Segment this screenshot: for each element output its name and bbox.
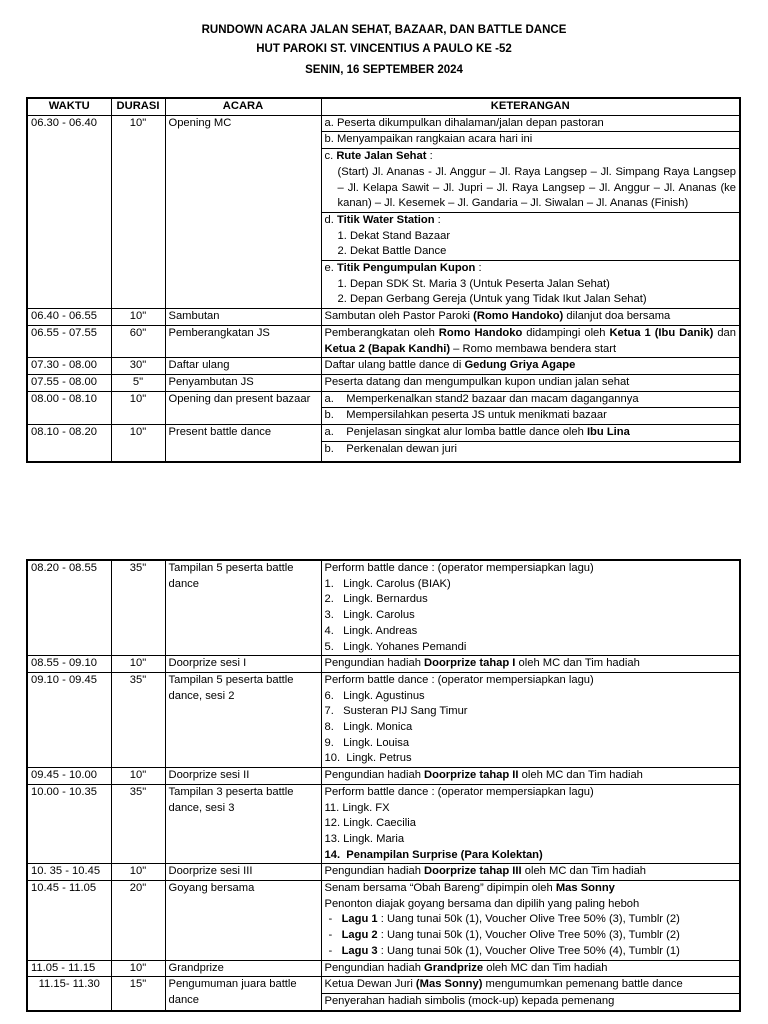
cell-waktu: 10. 35 - 10.45 <box>27 864 111 881</box>
list-item: 4. Lingk. Andreas <box>324 624 418 637</box>
list-item-surprise: 14. Penampilan Surprise (Para Kolektan) <box>324 848 543 861</box>
cell-acara: Tampilan 5 peserta battle dance, sesi 2 <box>165 672 321 767</box>
penonton-line: Penonton diajak goyang bersama dan dipilih yang paling heboh <box>324 897 640 910</box>
cell-keterangan: a. Penjelasan singkat alur lomba battle dance oleh Ibu Lina <box>321 425 740 442</box>
cell-acara: Tampilan 5 peserta battle dance <box>165 560 321 656</box>
table-row <box>27 374 740 391</box>
cell-waktu: 07.30 - 08.00 <box>27 358 111 375</box>
cell-keterangan: Pengundian hadiah Grandprize oleh MC dan Tim hadiah <box>321 960 740 977</box>
perform-heading: Perform battle dance : (operator mempersiapkan lagu) <box>324 673 594 686</box>
table-row <box>27 977 740 994</box>
cell-acara: Doorprize sesi III <box>165 864 321 881</box>
cell-keterangan: b. Mempersilahkan peserta JS untuk menikmati bazaar <box>321 408 740 425</box>
cell-keterangan: Pemberangkatan oleh Romo Handoko didampingi oleh Ketua 1 (Ibu Danik) dan Ketua 2 (Bapak Kandhi) – Romo membawa bendera start <box>321 325 740 357</box>
cell-waktu: 11.15- 11.30 <box>27 977 111 1011</box>
cell-acara: Doorprize sesi I <box>165 656 321 673</box>
cell-waktu: 06.40 - 06.55 <box>27 309 111 326</box>
cell-acara: Goyang bersama <box>165 881 321 961</box>
cell-keterangan <box>321 149 740 213</box>
cell-durasi: 60" <box>111 325 165 357</box>
cell-durasi: 10" <box>111 864 165 881</box>
table-row <box>27 358 740 375</box>
cell-acara: Penyambutan JS <box>165 374 321 391</box>
cell-keterangan: Penyerahan hadiah simbolis (mock-up) kepada pemenang <box>321 993 740 1010</box>
list-item: 1. Depan SDK St. Maria 3 (Untuk Peserta Jalan Sehat) <box>337 277 610 290</box>
table-row <box>27 864 740 881</box>
list-item: 3. Lingk. Carolus <box>324 609 415 622</box>
cell-keterangan: a. Memperkenalkan stand2 bazaar dan macam dagangannya <box>321 391 740 408</box>
senam-line: Senam bersama “Obah Bareng” dipimpin oleh Mas Sonny <box>324 882 615 895</box>
water-station-heading: d. Titik Water Station : <box>324 213 441 226</box>
cell-acara: Tampilan 3 peserta battle dance, sesi 3 <box>165 784 321 864</box>
cell-waktu: 06.30 - 06.40 <box>27 115 111 308</box>
cell-acara: Grandprize <box>165 960 321 977</box>
cell-waktu: 09.45 - 10.00 <box>27 768 111 785</box>
list-item: 2. Depan Gerbang Gereja (Untuk yang Tidak Ikut Jalan Sehat) <box>337 293 647 306</box>
list-item: 2. Dekat Battle Dance <box>337 245 447 258</box>
title-line-1: RUNDOWN ACARA JALAN SEHAT, BAZAAR, DAN BATTLE DANCE <box>201 24 567 36</box>
cell-durasi: 30" <box>111 358 165 375</box>
table-row <box>27 784 740 864</box>
list-item: 8. Lingk. Monica <box>324 721 413 734</box>
list-item: 5. Lingk. Yohanes Pemandi <box>324 640 467 653</box>
route-description: (Start) Jl. Ananas - Jl. Anggur – Jl. Raya Langsep – Jl. Simpang Raya Langsep – Jl. Kelapa Sawit – Jl. Jupri – Jl. Raya Langsep – Jl. Anggur – Jl. Ananas (ke kanan) – Jl. Kesemek – Jl. Gandaria – Jl. Siwalan – Jl. Ananas (Finish) <box>337 165 736 210</box>
list-item: - Lagu 2 : Uang tunai 50k (1), Voucher Olive Tree 50% (3), Tumblr (2) <box>328 929 680 942</box>
cell-acara: Doorprize sesi II <box>165 768 321 785</box>
list-item: 7. Susteran PIJ Sang Timur <box>324 705 468 718</box>
list-item: - Lagu 1 : Uang tunai 50k (1), Voucher Olive Tree 50% (3), Tumblr (2) <box>328 913 680 926</box>
cell-keterangan: b. Perkenalan dewan juri <box>321 441 740 462</box>
cell-keterangan <box>321 560 740 656</box>
table-row <box>27 672 740 767</box>
list-item: 13. Lingk. Maria <box>324 832 405 845</box>
cell-keterangan: Pengundian hadiah Doorprize tahap III oleh MC dan Tim hadiah <box>321 864 740 881</box>
cell-acara: Opening MC <box>165 115 321 308</box>
cell-waktu: 06.55 - 07.55 <box>27 325 111 357</box>
table-row <box>27 391 740 408</box>
col-durasi: DURASI <box>111 98 165 115</box>
table-row <box>27 325 740 357</box>
cell-acara: Opening dan present bazaar <box>165 391 321 424</box>
table-row <box>27 960 740 977</box>
col-acara: ACARA <box>165 98 321 115</box>
list-item: - Lagu 3 : Uang tunai 50k (1), Voucher Olive Tree 50% (4), Tumblr (1) <box>328 944 680 957</box>
title-line-2: HUT PAROKI ST. VINCENTIUS A PAULO KE -52 <box>256 43 512 55</box>
cell-waktu: 08.20 - 08.55 <box>27 560 111 656</box>
cell-durasi: 10" <box>111 425 165 462</box>
cell-durasi: 20" <box>111 881 165 961</box>
table-row <box>27 881 740 961</box>
cell-keterangan: b. Menyampaikan rangkaian acara hari ini <box>321 132 740 149</box>
table-row <box>27 309 740 326</box>
cell-keterangan: Peserta datang dan mengumpulkan kupon undian jalan sehat <box>321 374 740 391</box>
cell-keterangan: Pengundian hadiah Doorprize tahap II oleh MC dan Tim hadiah <box>321 768 740 785</box>
list-item: 9. Lingk. Louisa <box>324 736 410 749</box>
cell-waktu: 07.55 - 08.00 <box>27 374 111 391</box>
cell-waktu: 10.45 - 11.05 <box>27 881 111 961</box>
rundown-table-1 <box>26 97 741 463</box>
cell-durasi: 35" <box>111 672 165 767</box>
cell-durasi: 10" <box>111 768 165 785</box>
rundown-table-2 <box>26 559 741 1012</box>
col-keterangan: KETERANGAN <box>321 98 740 115</box>
list-item: 1. Dekat Stand Bazaar <box>337 229 451 242</box>
cell-waktu: 09.10 - 09.45 <box>27 672 111 767</box>
col-waktu: WAKTU <box>27 98 111 115</box>
cell-acara: Pengumuman juara battle dance <box>165 977 321 1011</box>
cell-durasi: 10" <box>111 391 165 424</box>
cell-keterangan <box>321 881 740 961</box>
table-row <box>27 656 740 673</box>
cell-durasi: 15" <box>111 977 165 1011</box>
cell-durasi: 35" <box>111 784 165 864</box>
cell-acara: Pemberangkatan JS <box>165 325 321 357</box>
cell-waktu: 08.00 - 08.10 <box>27 391 111 424</box>
cell-keterangan: Pengundian hadiah Doorprize tahap I oleh MC dan Tim hadiah <box>321 656 740 673</box>
cell-durasi: 5" <box>111 374 165 391</box>
table-row <box>27 425 740 442</box>
cell-keterangan: a. Peserta dikumpulkan dihalaman/jalan depan pastoran <box>321 115 740 132</box>
table-header-row <box>27 98 740 115</box>
cell-keterangan: Sambutan oleh Pastor Paroki (Romo Handoko) dilanjut doa bersama <box>321 309 740 326</box>
list-item: 12. Lingk. Caecilia <box>324 817 416 830</box>
cell-keterangan <box>321 784 740 864</box>
cell-keterangan <box>321 261 740 309</box>
cell-waktu: 10.00 - 10.35 <box>27 784 111 864</box>
title-line-3: SENIN, 16 SEPTEMBER 2024 <box>305 64 463 76</box>
cell-waktu: 08.55 - 09.10 <box>27 656 111 673</box>
list-item: 2. Lingk. Bernardus <box>324 593 428 606</box>
list-item: 10. Lingk. Petrus <box>324 752 412 765</box>
table-row <box>27 560 740 656</box>
cell-waktu: 11.05 - 11.15 <box>27 960 111 977</box>
cell-waktu: 08.10 - 08.20 <box>27 425 111 462</box>
cell-acara: Sambutan <box>165 309 321 326</box>
cell-acara: Daftar ulang <box>165 358 321 375</box>
cell-acara: Present battle dance <box>165 425 321 462</box>
list-item: 11. Lingk. FX <box>324 801 390 814</box>
cell-keterangan <box>321 212 740 260</box>
table-row <box>27 115 740 132</box>
list-item: 6. Lingk. Agustinus <box>324 689 425 702</box>
list-item: 1. Lingk. Carolus (BIAK) <box>324 577 451 590</box>
coupon-heading: e. Titik Pengumpulan Kupon : <box>324 262 482 275</box>
cell-durasi: 10" <box>111 115 165 308</box>
cell-durasi: 10" <box>111 309 165 326</box>
perform-heading: Perform battle dance : (operator mempersiapkan lagu) <box>324 785 594 798</box>
route-heading: c. Rute Jalan Sehat : <box>324 150 433 163</box>
cell-keterangan <box>321 672 740 767</box>
table-row <box>27 768 740 785</box>
cell-keterangan: Ketua Dewan Juri (Mas Sonny) mengumumkan pemenang battle dance <box>321 977 740 994</box>
cell-keterangan: Daftar ulang battle dance di Gedung Griya Agape <box>321 358 740 375</box>
cell-durasi: 35" <box>111 560 165 656</box>
perform-heading: Perform battle dance : (operator mempersiapkan lagu) <box>324 562 594 574</box>
cell-durasi: 10" <box>111 656 165 673</box>
cell-durasi: 10" <box>111 960 165 977</box>
